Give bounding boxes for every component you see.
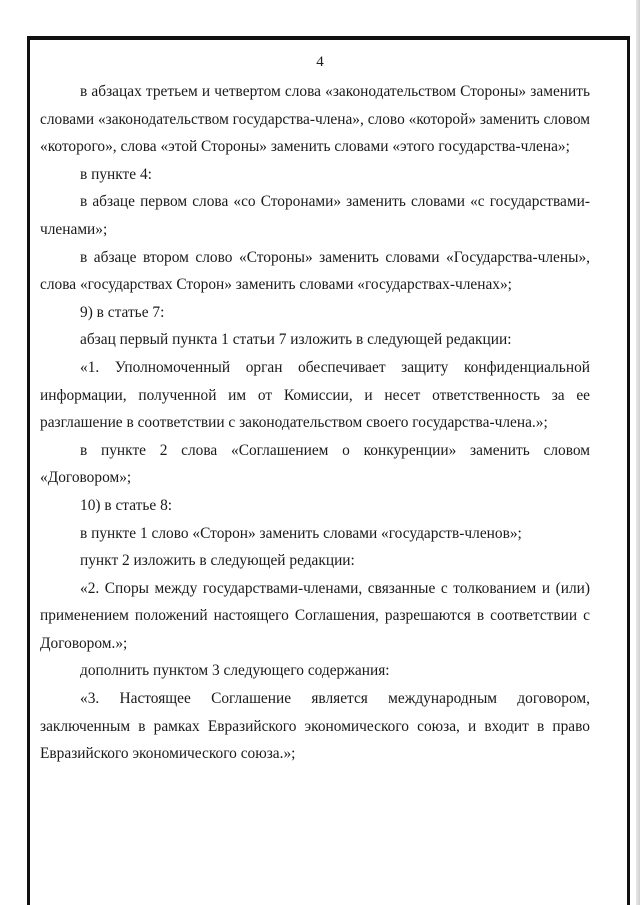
paragraph: 10) в статье 8: <box>80 496 173 514</box>
paragraph: «2. Споры между государствами-членами, связанные с толкованием и (или) применением положений настоящего Соглашения, разрешаются в соответствии с Договором.»; <box>40 579 590 652</box>
document-body <box>40 78 590 768</box>
page-number: 4 <box>316 54 324 70</box>
paragraph: «3. Настоящее Соглашение является международным договором, заключенным в рамках Евразийского экономического союза, и входит в право Евразийского экономического союза.»; <box>40 690 590 763</box>
scan-edge-shadow <box>636 0 640 905</box>
paragraph: в абзаце первом слова «со Сторонами» заменить словами «с государствами-членами»; <box>40 193 590 238</box>
paragraph: пункт 2 изложить в следующей редакции: <box>80 552 355 570</box>
paragraph: в абзаце втором слово «Стороны» заменить словами «Государства-члены», слова «государствах Сторон» заменить словами «государствах-членах»; <box>40 248 590 294</box>
paragraph: 9) в статье 7: <box>80 303 165 321</box>
paragraph: в пункте 4: <box>80 165 152 183</box>
paragraph: абзац первый пункта 1 статьи 7 изложить в следующей редакции: <box>80 331 512 349</box>
paragraph: в пункте 1 слово «Сторон» заменить словами «государств-членов»; <box>80 524 522 542</box>
paragraph: «1. Уполномоченный орган обеспечивает защиту конфиденциальной информации, полученной им от Комиссии, и несет ответственность за ее разглашение в соответствии с законодательством своего государства-члена.»; <box>40 358 590 432</box>
paragraph: в абзацах третьем и четвертом слова «законодательством Стороны» заменить словами «законодательством государства-члена», слово «которой» заменить словом «которого», слова «этой Стороны» заменить словами «этого государства-члена»; <box>40 83 590 156</box>
paragraph: дополнить пунктом 3 следующего содержания: <box>80 662 390 680</box>
paragraph: в пункте 2 слова «Соглашением о конкуренции» заменить словом «Договором»; <box>40 441 590 487</box>
